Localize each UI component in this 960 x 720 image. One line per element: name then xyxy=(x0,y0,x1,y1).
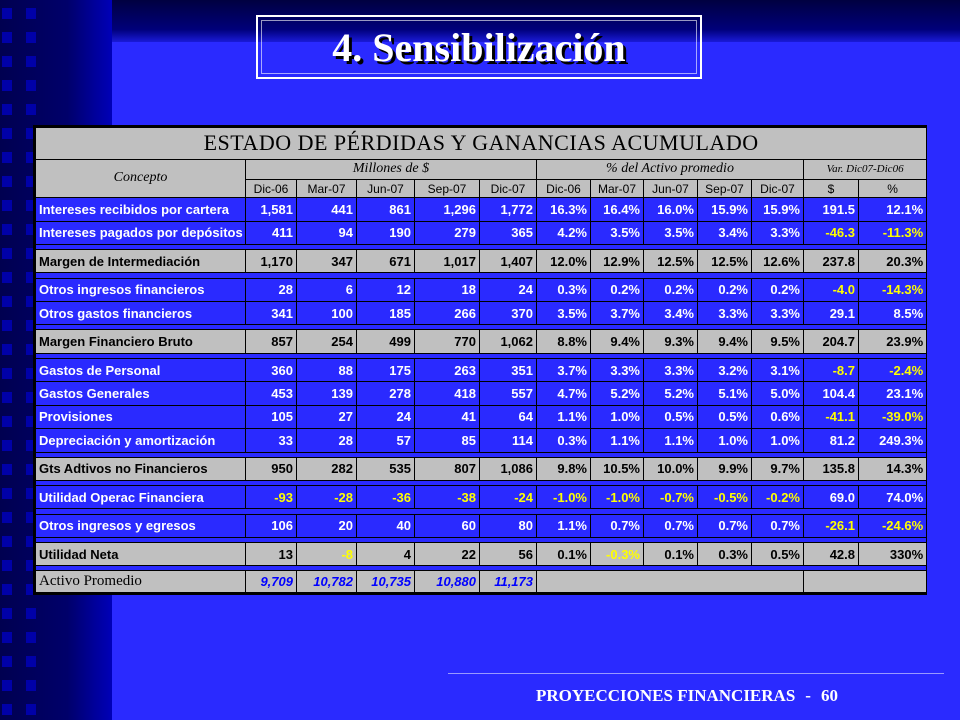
percent-cell: 12.5% xyxy=(698,250,751,272)
row-spacer xyxy=(36,566,926,570)
millions-cell: 106 xyxy=(246,515,296,537)
millions-cell: 18 xyxy=(415,279,479,301)
percent-cell: 3.4% xyxy=(644,302,697,324)
millions-cell: 1,772 xyxy=(480,198,536,220)
variation-cell: 249.3% xyxy=(859,429,926,451)
percent-cell: 0.7% xyxy=(591,515,643,537)
table-row xyxy=(36,330,926,352)
row-spacer-cell xyxy=(36,453,926,457)
millions-cell: 1,581 xyxy=(246,198,296,220)
decor-square xyxy=(26,32,36,43)
percent-cell: 10.5% xyxy=(591,458,643,480)
row-spacer xyxy=(36,538,926,542)
millions-cell: 41 xyxy=(415,406,479,428)
percent-cell: 15.9% xyxy=(698,198,751,220)
millions-cell: -38 xyxy=(415,486,479,508)
table-row xyxy=(36,406,926,428)
activo-value: 10,735 xyxy=(357,571,414,592)
percent-cell: 0.2% xyxy=(752,279,803,301)
percent-cell: -0.2% xyxy=(752,486,803,508)
row-spacer-cell xyxy=(36,566,926,570)
decor-square xyxy=(2,200,12,211)
percent-cell: 9.5% xyxy=(752,330,803,352)
millions-cell: 175 xyxy=(357,359,414,381)
decor-square xyxy=(26,80,36,91)
percent-cell: 3.3% xyxy=(752,222,803,244)
percent-cell: 9.4% xyxy=(591,330,643,352)
millions-cell: 770 xyxy=(415,330,479,352)
variation-cell: 23.1% xyxy=(859,382,926,404)
activo-value: 10,782 xyxy=(297,571,356,592)
table-row xyxy=(36,458,926,480)
percent-cell: 16.3% xyxy=(537,198,590,220)
period-header: Sep-07 xyxy=(415,180,479,197)
row-spacer xyxy=(36,325,926,329)
percent-cell: 5.0% xyxy=(752,382,803,404)
percent-cell: 10.0% xyxy=(644,458,697,480)
percent-cell: 0.1% xyxy=(644,543,697,565)
millions-cell: 22 xyxy=(415,543,479,565)
table-row xyxy=(36,429,926,451)
variation-cell: 104.4 xyxy=(804,382,858,404)
millions-cell: 6 xyxy=(297,279,356,301)
variation-cell: 14.3% xyxy=(859,458,926,480)
percent-cell: -0.3% xyxy=(591,543,643,565)
percent-cell: 3.7% xyxy=(591,302,643,324)
millions-cell: 671 xyxy=(357,250,414,272)
millions-cell: 13 xyxy=(246,543,296,565)
period-header: Dic-07 xyxy=(752,180,803,197)
percent-cell: 0.7% xyxy=(752,515,803,537)
millions-cell: 535 xyxy=(357,458,414,480)
millions-cell: 411 xyxy=(246,222,296,244)
row-label: Gastos de Personal xyxy=(36,359,245,381)
decor-square xyxy=(2,128,12,139)
millions-cell: 279 xyxy=(415,222,479,244)
period-header: Mar-07 xyxy=(591,180,643,197)
footer-divider xyxy=(448,673,944,674)
percent-cell: 12.0% xyxy=(537,250,590,272)
decor-square xyxy=(2,56,12,67)
millions-cell: 351 xyxy=(480,359,536,381)
decor-square xyxy=(26,8,36,19)
row-spacer-cell xyxy=(36,273,926,277)
percent-cell: 3.1% xyxy=(752,359,803,381)
period-header: Dic-07 xyxy=(480,180,536,197)
millions-cell: 139 xyxy=(297,382,356,404)
millions-cell: 1,017 xyxy=(415,250,479,272)
millions-cell: 185 xyxy=(357,302,414,324)
millions-cell: -8 xyxy=(297,543,356,565)
millions-cell: 20 xyxy=(297,515,356,537)
page-number: 60 xyxy=(820,686,838,705)
var-group-header: Var. Dic07-Dic06 xyxy=(804,160,926,179)
variation-cell: 23.9% xyxy=(859,330,926,352)
footer-label: PROYECCIONES FINANCIERAS xyxy=(536,686,796,705)
percent-cell: 3.7% xyxy=(537,359,590,381)
activo-value: 10,880 xyxy=(415,571,479,592)
var-header: $ xyxy=(804,180,858,197)
decor-square xyxy=(2,512,12,523)
millions-cell: 4 xyxy=(357,543,414,565)
variation-cell: -26.1 xyxy=(804,515,858,537)
percent-cell: 3.5% xyxy=(644,222,697,244)
decor-square xyxy=(2,536,12,547)
empty-cell xyxy=(537,571,803,592)
variation-cell: 42.8 xyxy=(804,543,858,565)
decor-square xyxy=(26,56,36,67)
variation-cell: 74.0% xyxy=(859,486,926,508)
row-spacer-cell xyxy=(36,481,926,485)
percent-cell: 3.3% xyxy=(752,302,803,324)
variation-cell: -24.6% xyxy=(859,515,926,537)
millions-cell: 950 xyxy=(246,458,296,480)
decor-square xyxy=(2,560,12,571)
millions-cell: 341 xyxy=(246,302,296,324)
millions-cell: 114 xyxy=(480,429,536,451)
period-header: Dic-06 xyxy=(246,180,296,197)
decor-square xyxy=(2,248,12,259)
decor-square xyxy=(2,152,12,163)
percent-cell: 5.2% xyxy=(644,382,697,404)
period-header: Jun-07 xyxy=(644,180,697,197)
decor-square xyxy=(2,608,12,619)
row-spacer xyxy=(36,509,926,513)
percent-cell: 0.7% xyxy=(698,515,751,537)
table-row xyxy=(36,543,926,565)
decor-square xyxy=(2,8,12,19)
decor-square xyxy=(26,104,36,115)
percent-cell: 12.9% xyxy=(591,250,643,272)
variation-cell: 20.3% xyxy=(859,250,926,272)
footer xyxy=(536,686,838,706)
millions-cell: 24 xyxy=(357,406,414,428)
millions-cell: 1,407 xyxy=(480,250,536,272)
percent-cell: -0.5% xyxy=(698,486,751,508)
percent-cell: 9.9% xyxy=(698,458,751,480)
millions-cell: 88 xyxy=(297,359,356,381)
millions-cell: 24 xyxy=(480,279,536,301)
percent-cell: -1.0% xyxy=(591,486,643,508)
millions-cell: 80 xyxy=(480,515,536,537)
decor-square xyxy=(2,416,12,427)
decor-square xyxy=(26,632,36,643)
empty-cell xyxy=(804,571,926,592)
row-label: Provisiones xyxy=(36,406,245,428)
decor-square xyxy=(2,440,12,451)
millions-cell: 28 xyxy=(297,429,356,451)
row-spacer xyxy=(36,354,926,358)
percent-cell: 3.3% xyxy=(591,359,643,381)
activo-promedio-row xyxy=(36,571,926,592)
percent-cell: 3.3% xyxy=(698,302,751,324)
percent-cell: 12.6% xyxy=(752,250,803,272)
decor-square xyxy=(2,344,12,355)
row-label: Utilidad Operac Financiera xyxy=(36,486,245,508)
percent-cell: 0.2% xyxy=(591,279,643,301)
decor-square xyxy=(2,32,12,43)
millions-cell: 557 xyxy=(480,382,536,404)
period-header: Mar-07 xyxy=(297,180,356,197)
variation-cell: 191.5 xyxy=(804,198,858,220)
percent-cell: 0.3% xyxy=(537,429,590,451)
income-statement-table xyxy=(33,125,927,595)
percent-cell: 9.7% xyxy=(752,458,803,480)
millions-cell: 365 xyxy=(480,222,536,244)
millions-cell: 100 xyxy=(297,302,356,324)
table-row xyxy=(36,302,926,324)
millions-cell: -24 xyxy=(480,486,536,508)
variation-cell: 204.7 xyxy=(804,330,858,352)
percent-cell: -1.0% xyxy=(537,486,590,508)
decor-square xyxy=(2,656,12,667)
variation-cell: 237.8 xyxy=(804,250,858,272)
millions-cell: -28 xyxy=(297,486,356,508)
table-row xyxy=(36,486,926,508)
table-row xyxy=(36,382,926,404)
millions-cell: 1,296 xyxy=(415,198,479,220)
millions-cell: -93 xyxy=(246,486,296,508)
activo-value: 9,709 xyxy=(246,571,296,592)
table-title: ESTADO DE PÉRDIDAS Y GANANCIAS ACUMULADO xyxy=(36,128,926,159)
millions-cell: 266 xyxy=(415,302,479,324)
millions-cell: 64 xyxy=(480,406,536,428)
percent-cell: 0.5% xyxy=(698,406,751,428)
millions-cell: 857 xyxy=(246,330,296,352)
page-title: 4. Sensibilización xyxy=(332,24,626,70)
variation-cell: 12.1% xyxy=(859,198,926,220)
variation-cell: -4.0 xyxy=(804,279,858,301)
row-spacer xyxy=(36,481,926,485)
variation-cell: 29.1 xyxy=(804,302,858,324)
variation-cell: -14.3% xyxy=(859,279,926,301)
millions-group-header: Millones de $ xyxy=(246,160,536,179)
millions-cell: 360 xyxy=(246,359,296,381)
table-row xyxy=(36,359,926,381)
decor-square xyxy=(26,608,36,619)
decor-square xyxy=(26,680,36,691)
percent-cell: 1.1% xyxy=(537,515,590,537)
millions-cell: 57 xyxy=(357,429,414,451)
decor-square xyxy=(2,704,12,715)
row-spacer-cell xyxy=(36,325,926,329)
row-label: Margen de Intermediación xyxy=(36,250,245,272)
percent-cell: 1.1% xyxy=(644,429,697,451)
millions-cell: 1,086 xyxy=(480,458,536,480)
percent-cell: 15.9% xyxy=(752,198,803,220)
variation-cell: -46.3 xyxy=(804,222,858,244)
percent-cell: 1.0% xyxy=(752,429,803,451)
millions-cell: 499 xyxy=(357,330,414,352)
percent-cell: 5.2% xyxy=(591,382,643,404)
footer-separator: - xyxy=(805,686,811,705)
table-row xyxy=(36,198,926,220)
millions-cell: 453 xyxy=(246,382,296,404)
decor-square xyxy=(2,392,12,403)
variation-cell: -2.4% xyxy=(859,359,926,381)
millions-cell: 94 xyxy=(297,222,356,244)
percent-cell: 16.0% xyxy=(644,198,697,220)
percent-cell: 0.7% xyxy=(644,515,697,537)
row-spacer-cell xyxy=(36,538,926,542)
percent-cell: 3.5% xyxy=(591,222,643,244)
percent-cell: 3.2% xyxy=(698,359,751,381)
millions-cell: 190 xyxy=(357,222,414,244)
percent-cell: 4.2% xyxy=(537,222,590,244)
variation-cell: -8.7 xyxy=(804,359,858,381)
millions-cell: 347 xyxy=(297,250,356,272)
millions-cell: -36 xyxy=(357,486,414,508)
percent-cell: -0.7% xyxy=(644,486,697,508)
percent-cell: 1.0% xyxy=(591,406,643,428)
variation-cell: -11.3% xyxy=(859,222,926,244)
millions-cell: 254 xyxy=(297,330,356,352)
row-spacer xyxy=(36,273,926,277)
decor-square xyxy=(2,488,12,499)
decor-square xyxy=(26,656,36,667)
variation-cell: 8.5% xyxy=(859,302,926,324)
table-row xyxy=(36,250,926,272)
percent-cell: 1.1% xyxy=(591,429,643,451)
percent-cell: 1.1% xyxy=(537,406,590,428)
title-box xyxy=(256,15,702,79)
percent-cell: 4.7% xyxy=(537,382,590,404)
activo-label: Activo Promedio xyxy=(36,571,245,592)
var-header: % xyxy=(859,180,926,197)
millions-cell: 40 xyxy=(357,515,414,537)
table-row xyxy=(36,222,926,244)
millions-cell: 33 xyxy=(246,429,296,451)
row-label: Otros gastos financieros xyxy=(36,302,245,324)
decor-square xyxy=(2,584,12,595)
millions-cell: 1,170 xyxy=(246,250,296,272)
percent-cell: 0.6% xyxy=(752,406,803,428)
row-label: Utilidad Neta xyxy=(36,543,245,565)
row-spacer xyxy=(36,245,926,249)
percent-cell: 0.3% xyxy=(698,543,751,565)
percent-cell: 1.0% xyxy=(698,429,751,451)
variation-cell: -41.1 xyxy=(804,406,858,428)
concept-header: Concepto xyxy=(36,160,245,198)
percent-cell: 9.3% xyxy=(644,330,697,352)
millions-cell: 1,062 xyxy=(480,330,536,352)
decor-square xyxy=(2,104,12,115)
variation-cell: 135.8 xyxy=(804,458,858,480)
decor-square xyxy=(2,632,12,643)
millions-cell: 60 xyxy=(415,515,479,537)
variation-cell: 330% xyxy=(859,543,926,565)
millions-cell: 27 xyxy=(297,406,356,428)
row-label: Gastos Generales xyxy=(36,382,245,404)
millions-cell: 28 xyxy=(246,279,296,301)
table-row xyxy=(36,515,926,537)
percent-group-header: % del Activo promedio xyxy=(537,160,803,179)
row-label: Gts Adtivos no Financieros xyxy=(36,458,245,480)
decor-square xyxy=(2,272,12,283)
period-header: Jun-07 xyxy=(357,180,414,197)
table-row xyxy=(36,279,926,301)
millions-cell: 278 xyxy=(357,382,414,404)
row-label: Otros ingresos financieros xyxy=(36,279,245,301)
millions-cell: 56 xyxy=(480,543,536,565)
decor-square xyxy=(2,224,12,235)
variation-cell: 81.2 xyxy=(804,429,858,451)
millions-cell: 441 xyxy=(297,198,356,220)
decor-square xyxy=(2,80,12,91)
millions-cell: 418 xyxy=(415,382,479,404)
percent-cell: 9.4% xyxy=(698,330,751,352)
millions-cell: 263 xyxy=(415,359,479,381)
percent-cell: 0.3% xyxy=(537,279,590,301)
percent-cell: 0.2% xyxy=(698,279,751,301)
millions-cell: 12 xyxy=(357,279,414,301)
row-label: Depreciación y amortización xyxy=(36,429,245,451)
millions-cell: 85 xyxy=(415,429,479,451)
millions-cell: 370 xyxy=(480,302,536,324)
row-spacer xyxy=(36,453,926,457)
percent-cell: 5.1% xyxy=(698,382,751,404)
millions-cell: 861 xyxy=(357,198,414,220)
row-spacer-cell xyxy=(36,354,926,358)
percent-cell: 9.8% xyxy=(537,458,590,480)
period-header: Sep-07 xyxy=(698,180,751,197)
millions-cell: 807 xyxy=(415,458,479,480)
decor-square xyxy=(2,320,12,331)
decor-square xyxy=(2,296,12,307)
decor-square xyxy=(2,368,12,379)
percent-cell: 12.5% xyxy=(644,250,697,272)
percent-cell: 0.1% xyxy=(537,543,590,565)
activo-value: 11,173 xyxy=(480,571,536,592)
percent-cell: 0.5% xyxy=(752,543,803,565)
row-label: Intereses pagados por depósitos xyxy=(36,222,245,244)
percent-cell: 3.5% xyxy=(537,302,590,324)
row-label: Intereses recibidos por cartera xyxy=(36,198,245,220)
row-spacer-cell xyxy=(36,245,926,249)
millions-cell: 105 xyxy=(246,406,296,428)
percent-cell: 3.3% xyxy=(644,359,697,381)
decor-square xyxy=(2,176,12,187)
percent-cell: 16.4% xyxy=(591,198,643,220)
percent-cell: 3.4% xyxy=(698,222,751,244)
variation-cell: -39.0% xyxy=(859,406,926,428)
row-label: Margen Financiero Bruto xyxy=(36,330,245,352)
period-header: Dic-06 xyxy=(537,180,590,197)
variation-cell: 69.0 xyxy=(804,486,858,508)
row-spacer-cell xyxy=(36,509,926,513)
percent-cell: 0.5% xyxy=(644,406,697,428)
percent-cell: 0.2% xyxy=(644,279,697,301)
millions-cell: 282 xyxy=(297,458,356,480)
percent-cell: 8.8% xyxy=(537,330,590,352)
row-label: Otros ingresos y egresos xyxy=(36,515,245,537)
decor-square xyxy=(2,680,12,691)
decor-square xyxy=(26,704,36,715)
decor-square xyxy=(2,464,12,475)
